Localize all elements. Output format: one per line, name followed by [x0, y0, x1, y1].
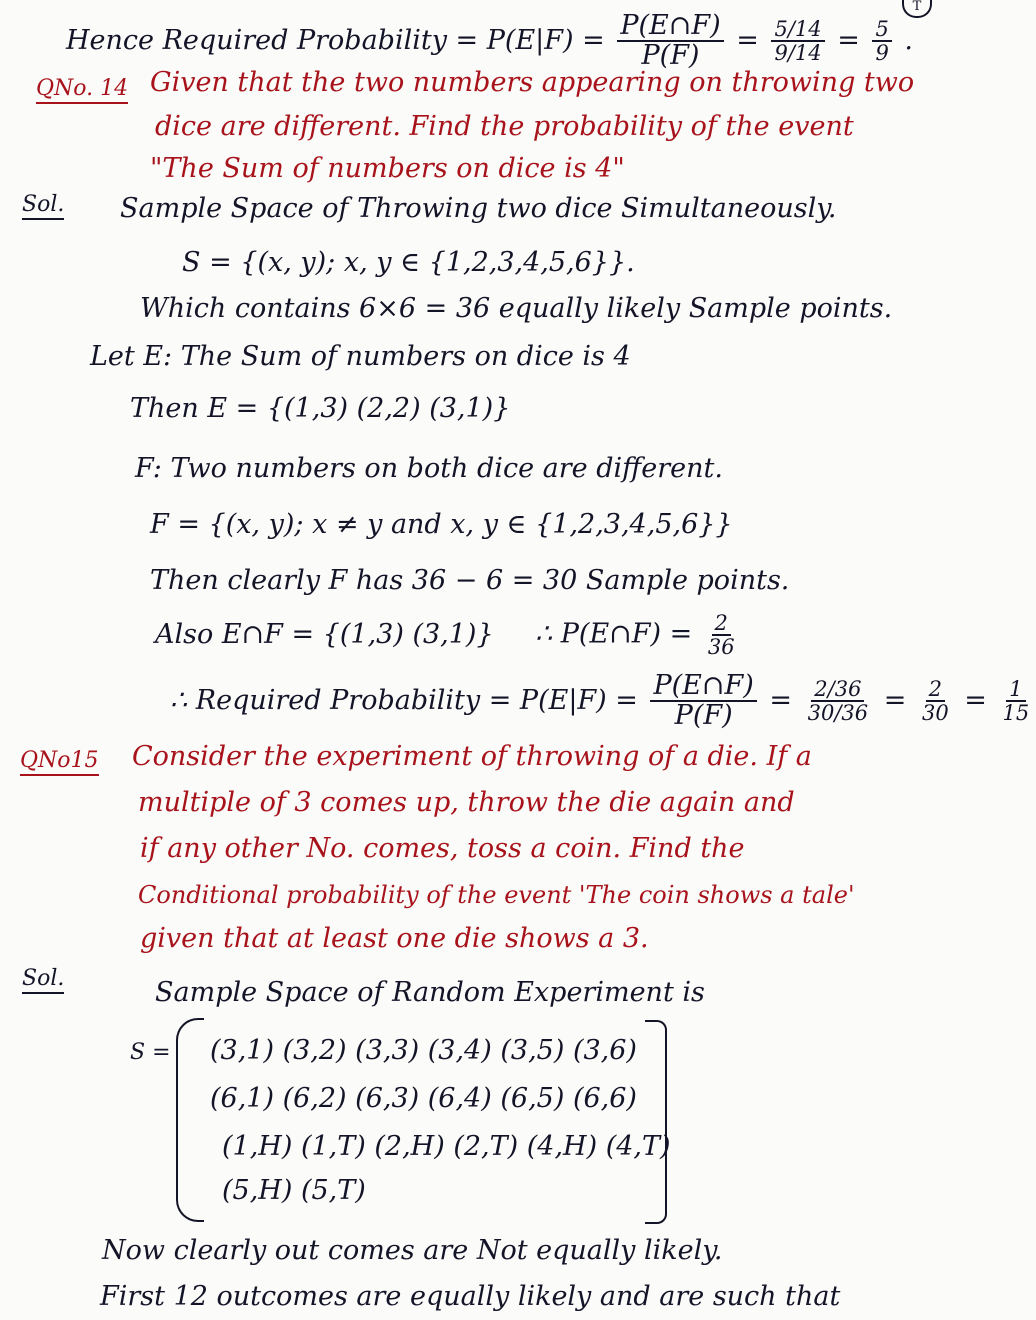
sample-space-row-3: (1,H) (1,T) (2,H) (2,T) (4,H) (4,T)	[222, 1131, 671, 1162]
sample-space-row-4: (5,H) (5,T)	[222, 1175, 366, 1206]
question-15-line-3: if any other No. comes, toss a coin. Find the	[140, 833, 745, 864]
question-15-line-4: Conditional probability of the event 'The coin shows a tale'	[138, 881, 855, 909]
solution-1-line-set-e: Then E = {(1,3) (2,2) (3,1)}	[130, 393, 511, 424]
fraction-2-36-over-30-36: $\frac{2/36}{30/36}$	[807, 677, 869, 726]
solution-1-line-e-and-f: Also E∩F = {(1,3) (3,1)}	[155, 619, 494, 650]
left-brace	[176, 1018, 204, 1222]
right-brace	[645, 1020, 667, 1224]
question-14-line-2: dice are different. Find the probability of the event	[155, 111, 854, 142]
solution-1-line-30-points: Then clearly F has 36 − 6 = 30 Sample points.	[150, 565, 790, 596]
solution-1-line-event-e: Let E: The Sum of numbers on dice is 4	[90, 341, 631, 372]
question-14-line-1: Given that the two numbers appearing on throwing two	[150, 67, 915, 98]
solution-2-label: Sol.	[22, 962, 64, 996]
question-15-line-2: multiple of 3 comes up, throw the die again and	[138, 787, 795, 818]
solution-1-line-set-s: S = {(x, y); x, y ∈ {1,2,3,4,5,6}}.	[182, 247, 635, 278]
solution-1-line-event-f: F: Two numbers on both dice are different.	[135, 453, 723, 484]
solution-1-line-set-f: F = {(x, y); x ≠ y and x, y ∈ {1,2,3,4,5,6}}	[150, 509, 733, 540]
line-text: Hence Required Probability = P(E|F) =	[66, 24, 614, 56]
solution-1-line-p-e-and-f: ∴ P(E∩F) = $\frac{2}{36}$	[535, 612, 742, 658]
fraction-1-over-15: $\frac{1}{15}$	[1002, 677, 1030, 726]
required-probability-line: Hence Required Probability = P(E|F) = $\frac{P(E\cap F)}{P(F)}$ = $\frac{5/14}{9/14}$ = $\frac{5}{9}$ .	[66, 10, 913, 72]
solution-1-line-36-points: Which contains 6×6 = 36 equally likely Sample points.	[140, 293, 893, 324]
question-15-line-5: given that at least one die shows a 3.	[140, 923, 649, 954]
fraction-e-and-f-over-f: $\frac{P(E\cap F)}{P(F)}$	[617, 12, 723, 71]
question-14-line-3: "The Sum of numbers on dice is 4"	[150, 153, 625, 184]
solution-2-line-sample-space: Sample Space of Random Experiment is	[155, 977, 705, 1008]
sample-space-row-1: (3,1) (3,2) (3,3) (3,4) (3,5) (3,6)	[210, 1035, 637, 1066]
solution-1-line-sample-space: Sample Space of Throwing two dice Simultaneously.	[120, 193, 837, 224]
solution-2-line-first-12: First 12 outcomes are equally likely and are such that	[100, 1281, 841, 1312]
fraction-2-over-30: $\frac{2}{30}$	[921, 677, 949, 726]
fraction-2-over-36: $\frac{2}{36}$	[707, 611, 735, 660]
fraction-5-14-over-9-14: $\frac{5/14}{9/14}$	[771, 18, 824, 64]
solution-1-label: Sol.	[22, 188, 64, 222]
solution-2-line-not-equally-likely: Now clearly out comes are Not equally likely.	[102, 1235, 723, 1266]
sample-space-s-label: S =	[130, 1040, 171, 1065]
question-15-label: QNo15	[20, 744, 99, 778]
question-15-line-1: Consider the experiment of throwing of a die. If a	[132, 741, 812, 772]
fraction-5-over-9: $\frac{5}{9}$	[872, 18, 891, 64]
page-number-badge: T	[902, 0, 932, 18]
sample-space-row-2: (6,1) (6,2) (6,3) (6,4) (6,5) (6,6)	[210, 1083, 637, 1114]
solution-1-line-required-probability: ∴ Required Probability = P(E|F) = $\frac{P(E\cap F)}{P(F)}$ = $\frac{2/36}{30/36}$ = $\frac{2}{30}$ = $\frac{1}{15}$	[170, 672, 1036, 731]
question-14-label: QNo. 14	[36, 72, 128, 106]
fraction-pef-over-pf: $\frac{P(E\cap F)}{P(F)}$	[650, 672, 756, 731]
